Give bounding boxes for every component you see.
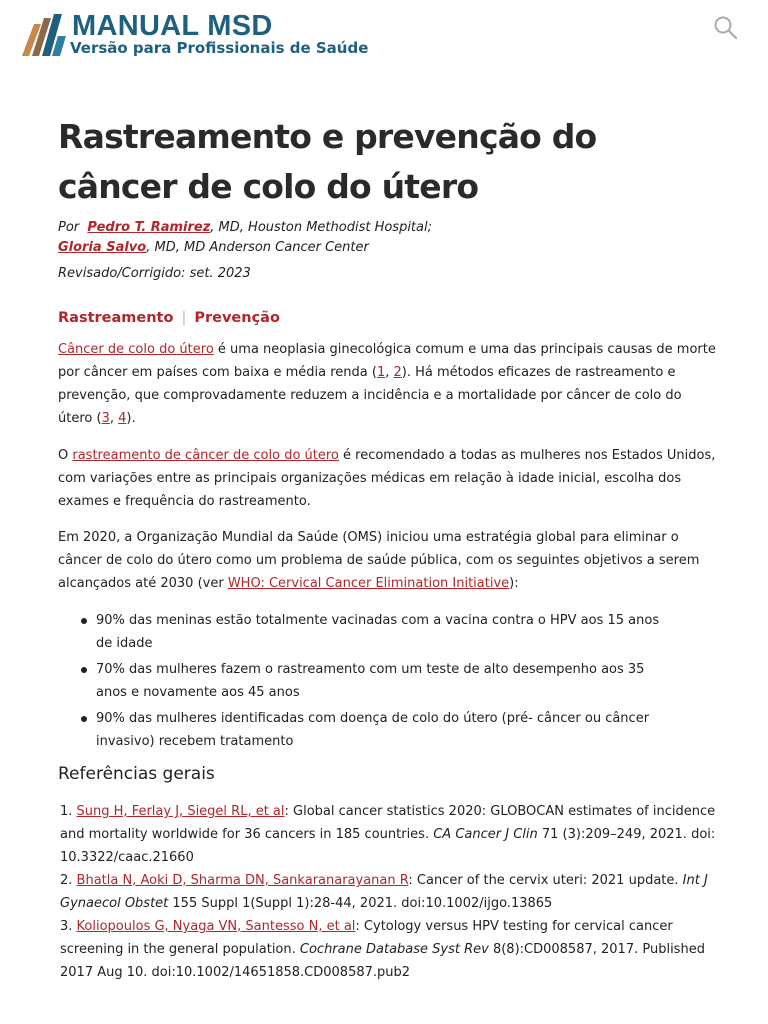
toc-link-prevencao[interactable]: Prevenção bbox=[194, 310, 280, 326]
brand-tagline: Versão para Profissionais de Saúde bbox=[70, 39, 369, 57]
list-item: 90% das mulheres identificadas com doença de colo do útero (pré- câncer ou câncer invasivo) recebem tratamento bbox=[58, 707, 678, 753]
screening-link[interactable]: rastreamento de câncer de colo do útero bbox=[72, 448, 339, 463]
review-date: Revisado/Corrigido: set. 2023 bbox=[58, 266, 251, 281]
author-affiliation-2: , MD, MD Anderson Cancer Center bbox=[146, 239, 369, 255]
goals-list bbox=[58, 609, 678, 756]
intro-paragraph bbox=[58, 338, 718, 430]
byline-por: Por bbox=[58, 220, 80, 235]
reference-number: 1. bbox=[60, 804, 77, 819]
paragraph-text: é uma neoplasia ginecológica comum e uma das principais causas de morte por câncer em países com baixa e média renda ( bbox=[58, 342, 716, 380]
reference-authors-link[interactable]: Bhatla N, Aoki D, Sharma DN, Sankaranarayanan R bbox=[76, 873, 409, 888]
who-initiative-link[interactable]: WHO: Cervical Cancer Elimination Initiative bbox=[227, 576, 510, 591]
paragraph-text: é recomendado a todas as mulheres nos Estados Unidos, com variações entre as principais organizações médicas em relação à idade inicial, escolha dos exames e frequência do rastreamento. bbox=[58, 448, 716, 509]
reference-text: : Global cancer statistics 2020: GLOBOCAN estimates of incidence and mortality worldwide for 36 cancers in 185 countries. bbox=[60, 804, 716, 842]
ref-link-3[interactable]: 3 bbox=[101, 411, 110, 426]
screening-paragraph bbox=[58, 444, 718, 513]
reference-journal: Cochrane Database Syst Rev bbox=[299, 942, 489, 957]
reference-journal: Int J Gynaecol Obstet bbox=[60, 873, 708, 911]
toc-separator: | bbox=[181, 310, 187, 326]
ref-link-4[interactable]: 4 bbox=[118, 411, 127, 426]
brand-name[interactable]: MANUAL MSD bbox=[72, 10, 273, 42]
reference-authors-link[interactable]: Sung H, Ferlay J, Siegel RL, et al bbox=[76, 804, 285, 819]
reference-details: 8(8):CD008587, 2017. Published 2017 Aug 10. doi:10.1002/14651858.CD008587.pub2 bbox=[60, 942, 705, 980]
reference-item bbox=[60, 869, 740, 915]
site-header bbox=[0, 0, 768, 68]
paragraph-text: ). bbox=[126, 411, 136, 426]
reference-authors-link[interactable]: Koliopoulos G, Nyaga VN, Santesso N, et al bbox=[76, 919, 356, 934]
reference-details: 155 Suppl 1(Suppl 1):28-44, 2021. doi:10.1002/ijgo.13865 bbox=[168, 896, 553, 911]
paragraph-text: ). Há métodos eficazes de rastreamento e prevenção, que comprovadamente reduzem a incidência e a mortalidade por câncer de colo do útero ( bbox=[58, 365, 682, 426]
section-nav bbox=[58, 310, 280, 326]
who-paragraph bbox=[58, 526, 718, 595]
references-list bbox=[60, 800, 740, 984]
msd-manual-logo-icon[interactable] bbox=[18, 10, 68, 60]
cervical-cancer-link[interactable]: Câncer de colo do útero bbox=[58, 342, 214, 357]
toc-link-rastreamento[interactable]: Rastreamento bbox=[58, 310, 174, 326]
byline bbox=[58, 218, 718, 257]
paragraph-text: Em 2020, a Organização Mundial da Saúde (OMS) iniciou uma estratégia global para eliminar o câncer de colo do útero como um problema de saúde pública, com os seguintes objetivos a serem alcançados até 2030 (ver bbox=[58, 530, 700, 591]
ref-link-2[interactable]: 2 bbox=[393, 365, 402, 380]
paragraph-text: , bbox=[385, 365, 394, 380]
reference-item bbox=[60, 915, 740, 984]
references-heading: Referências gerais bbox=[58, 764, 215, 784]
reference-number: 2. bbox=[60, 873, 77, 888]
paragraph-text: ): bbox=[509, 576, 519, 591]
paragraph-text: , bbox=[109, 411, 119, 426]
author-affiliation-1: , MD, Houston Methodist Hospital; bbox=[210, 220, 432, 235]
reference-number: 3. bbox=[60, 919, 77, 934]
reference-details: 71 (3):209–249, 2021. doi: 10.3322/caac.21660 bbox=[60, 827, 716, 865]
reference-text: : Cytology versus HPV testing for cervical cancer screening in the general population. bbox=[60, 919, 673, 957]
author-link-1[interactable]: Pedro T. Ramirez bbox=[87, 220, 211, 235]
paragraph-text: O bbox=[58, 448, 73, 463]
list-item: 70% das mulheres fazem o rastreamento com um teste de alto desempenho aos 35 anos e novamente aos 45 anos bbox=[58, 658, 678, 704]
reference-text: : Cancer of the cervix uteri: 2021 update. bbox=[408, 873, 683, 888]
reference-item bbox=[60, 800, 740, 869]
list-item: 90% das meninas estão totalmente vacinadas com a vacina contra o HPV aos 15 anos de idade bbox=[58, 609, 678, 655]
search-icon[interactable] bbox=[712, 14, 740, 42]
author-link-2[interactable]: Gloria Salvo bbox=[58, 239, 147, 255]
ref-link-1[interactable]: 1 bbox=[376, 365, 386, 380]
reference-journal: CA Cancer J Clin bbox=[433, 827, 538, 842]
page-title: Rastreamento e prevenção do câncer de colo do útero bbox=[58, 117, 597, 206]
